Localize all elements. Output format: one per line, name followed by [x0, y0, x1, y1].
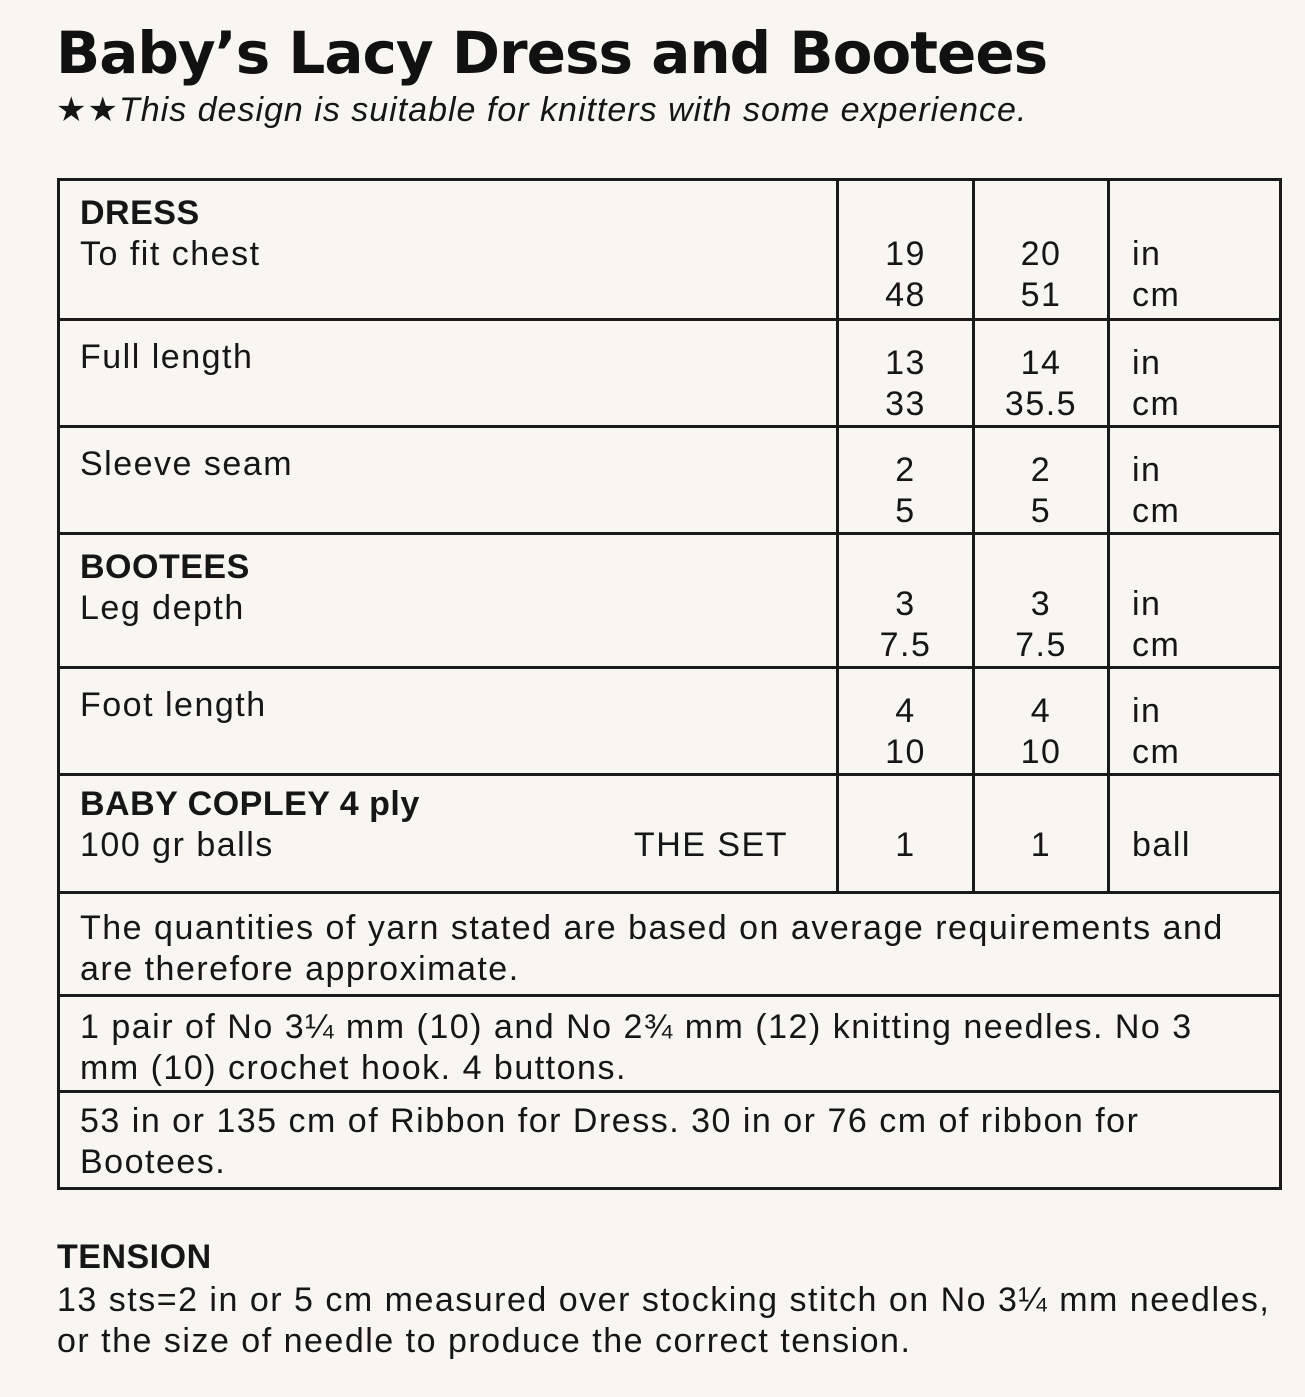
yarn-heading: BABY COPLEY 4 ply: [80, 785, 420, 823]
unit-cm: cm: [1132, 276, 1181, 314]
size2-cell: [974, 320, 1109, 427]
value-cm: 7.5: [879, 626, 932, 664]
unit-in: in: [1132, 344, 1162, 382]
unit-in: in: [1132, 235, 1162, 273]
table-row: [59, 775, 1281, 893]
value-cm: 51: [1020, 276, 1062, 314]
value-in: 14: [1020, 344, 1062, 382]
bootees-heading: BOOTEES: [80, 548, 250, 586]
value-cm: 7.5: [1015, 626, 1067, 664]
yarn-quantity-note: The quantities of yarn stated are based on average requirements and are therefore approximate.: [59, 893, 1281, 996]
yarn-label-cell: [59, 775, 838, 893]
size2-cell: [974, 534, 1109, 668]
value-cm: 33: [885, 385, 926, 423]
size2-cell: [974, 668, 1109, 775]
size2-cell: [974, 180, 1109, 320]
unit-cell: [1109, 427, 1281, 534]
table-row: [59, 668, 1281, 775]
row-label: Leg depth: [80, 589, 245, 627]
table-row: [59, 893, 1281, 996]
tension-text: 13 sts=2 in or 5 cm measured over stocking stitch on No 3¼ mm needles, or the size of needle to produce the correct tension.: [57, 1281, 1271, 1360]
yarn-size2-value: 1: [1030, 826, 1052, 864]
unit-cell: [1109, 534, 1281, 668]
value-in: 2: [1030, 451, 1052, 489]
value-cm: 5: [1030, 492, 1052, 530]
ribbon-note: 53 in or 135 cm of Ribbon for Dress. 30 in or 76 cm of ribbon for Bootees.: [59, 1092, 1281, 1189]
value-in: 3: [1030, 585, 1052, 623]
yarn-unit: ball: [1132, 826, 1191, 864]
size1-cell: [838, 534, 974, 668]
value-cm: 10: [885, 733, 926, 771]
row-label: Sleeve seam: [59, 427, 838, 534]
needles-note: 1 pair of No 3¼ mm (10) and No 2¾ mm (12) knitting needles. No 3 mm (10) crochet hook. 4 buttons.: [59, 996, 1281, 1092]
value-in: 20: [1020, 235, 1062, 273]
value-cm: 5: [895, 492, 916, 530]
row-label: Full length: [59, 320, 838, 427]
table-row: [59, 180, 1281, 320]
value-cm: 10: [1020, 733, 1062, 771]
unit-cm: cm: [1132, 385, 1181, 423]
bootees-leg-label-cell: [59, 534, 838, 668]
unit-cm: cm: [1132, 492, 1181, 530]
difficulty-subtitle: ★★This design is suitable for knitters with some experience.: [56, 91, 1028, 129]
unit-in: in: [1132, 451, 1162, 489]
unit-cm: cm: [1132, 733, 1181, 771]
size1-cell: [838, 427, 974, 534]
table-row: [59, 534, 1281, 668]
value-cm: 48: [885, 276, 926, 314]
unit-cell: [1109, 775, 1281, 893]
unit-cell: [1109, 668, 1281, 775]
table-row: [59, 427, 1281, 534]
size1-cell: [838, 320, 974, 427]
unit-cm: cm: [1132, 626, 1181, 664]
size-table: [57, 178, 1282, 1190]
table-row: [59, 996, 1281, 1092]
table-row: [59, 1092, 1281, 1189]
size2-cell: [974, 427, 1109, 534]
value-in: 3: [895, 585, 916, 623]
table-row: [59, 320, 1281, 427]
value-in: 4: [895, 692, 916, 730]
page-title: Baby’s Lacy Dress and Bootees: [56, 19, 1048, 87]
value-in: 4: [1030, 692, 1052, 730]
unit-in: in: [1132, 585, 1162, 623]
yarn-size1-value: 1: [895, 826, 916, 864]
dress-heading: DRESS: [80, 194, 200, 232]
size1-cell: [838, 180, 974, 320]
unit-in: in: [1132, 692, 1162, 730]
value-cm: 35.5: [1004, 385, 1078, 423]
size1-cell: [838, 775, 974, 893]
row-label: Foot length: [59, 668, 838, 775]
tension-heading: TENSION: [57, 1238, 212, 1276]
set-label: THE SET: [633, 826, 788, 864]
row-label: To fit chest: [80, 235, 261, 273]
dress-chest-label-cell: [59, 180, 838, 320]
yarn-ball-label: 100 gr balls: [80, 826, 274, 864]
value-in: 13: [885, 344, 926, 382]
value-in: 2: [895, 451, 916, 489]
unit-cell: [1109, 320, 1281, 427]
unit-cell: [1109, 180, 1281, 320]
size2-cell: [974, 775, 1109, 893]
size1-cell: [838, 668, 974, 775]
value-in: 19: [885, 235, 926, 273]
